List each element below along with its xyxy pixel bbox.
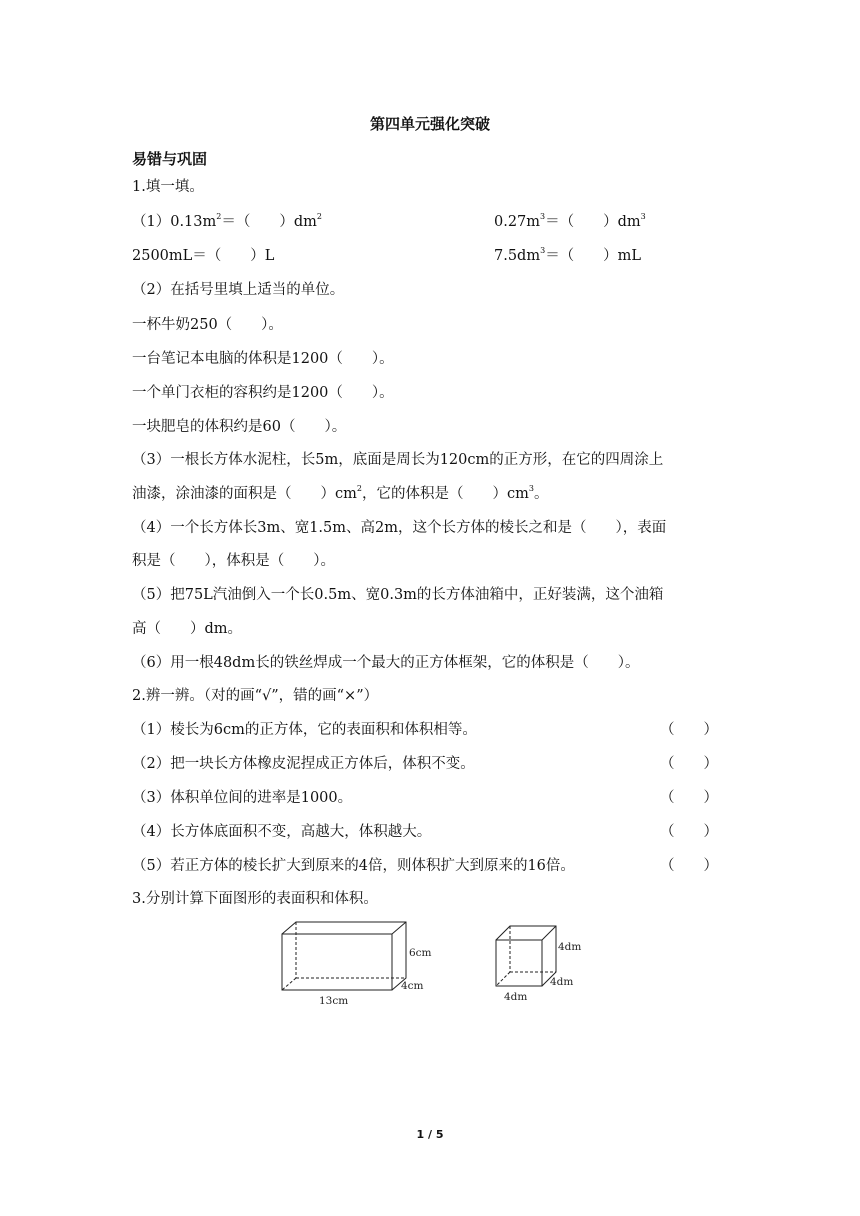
- cuboid-width-label: 4cm: [401, 980, 424, 992]
- q3-heading: 3.分别计算下面图形的表面积和体积。: [132, 891, 378, 907]
- section-heading: 易错与巩固: [132, 150, 208, 168]
- cube-width-label: 4dm: [550, 976, 574, 988]
- q2-item-3: （3）体积单位间的进率是1000。: [132, 790, 353, 806]
- q2-item-4: （4）长方体底面积不变，高越大，体积越大。: [132, 824, 432, 840]
- q2-heading: 2.辨一辨。（对的画“√”，错的画“×”）: [132, 688, 379, 704]
- q3-figures: [270, 918, 590, 1008]
- cube-length-label: 4dm: [504, 991, 528, 1003]
- q1-3-line1: （3）一根长方体水泥柱，长5m，底面是周长为120cm的正方形，在它的四周涂上: [132, 452, 664, 468]
- q2-item-2: （2）把一块长方体橡皮泥捏成正方体后，体积不变。: [132, 756, 475, 772]
- cuboid-length-label: 13cm: [319, 995, 349, 1007]
- q2-answer-1[interactable]: （ ）: [660, 722, 718, 738]
- q2-answer-5[interactable]: （ ）: [660, 858, 718, 874]
- q1-heading: 1.填一填。: [132, 179, 204, 195]
- page-title: 第四单元强化突破: [369, 115, 490, 133]
- q1-5-line2: 高（ ）dm。: [132, 621, 243, 637]
- q1-1d: $7.5dm^3=$（ ）mL: [494, 246, 642, 264]
- q1-2c: 一个单门衣柜的容积约是1200（ ）。: [132, 385, 394, 401]
- q2-answer-4[interactable]: （ ）: [660, 824, 718, 840]
- q1-4-line1: （4）一个长方体长3m、宽1.5m、高2m，这个长方体的棱长之和是（ ），表面: [132, 520, 667, 536]
- q2-item-5: （5）若正方体的棱长扩大到原来的4倍，则体积扩大到原来的16倍。: [132, 858, 575, 874]
- cube-figure: [496, 926, 556, 986]
- q1-2: （2）在括号里填上适当的单位。: [132, 282, 345, 298]
- q1-1b: $0.27m^3=$（ ）$dm^3$: [494, 212, 646, 230]
- q2-answer-3[interactable]: （ ）: [660, 790, 718, 806]
- q1-2d: 一块肥皂的体积约是60（ ）。: [132, 419, 347, 435]
- cube-height-label: 4dm: [558, 941, 582, 953]
- cuboid-figure: [282, 922, 406, 990]
- q1-3-line2: 油漆，涂油漆的面积是（ ）$cm^2$，它的体积是（ ）$cm^3$。: [132, 484, 549, 502]
- q1-1c: 2500mL＝（ ）L: [132, 248, 275, 264]
- q2-item-1: （1）棱长为6cm的正方体，它的表面积和体积相等。: [132, 722, 477, 738]
- q1-6: （6）用一根48dm长的铁丝焊成一个最大的正方体框架，它的体积是（ ）。: [132, 655, 640, 671]
- q1-2b: 一台笔记本电脑的体积是1200（ ）。: [132, 351, 394, 367]
- q1-2a: 一杯牛奶250（ ）。: [132, 317, 283, 333]
- q1-4-line2: 积是（ ），体积是（ ）。: [132, 553, 335, 569]
- cuboid-height-label: 6cm: [409, 947, 432, 959]
- page-number: 1 / 5: [416, 1128, 444, 1141]
- q1-5-line1: （5）把75L汽油倒入一个长0.5m、宽0.3m的长方体油箱中，正好装满，这个油箱: [132, 587, 664, 603]
- q1-1a: $(1)0.13m^2=$（ ）$dm^2$: [132, 212, 322, 230]
- q2-answer-2[interactable]: （ ）: [660, 756, 718, 772]
